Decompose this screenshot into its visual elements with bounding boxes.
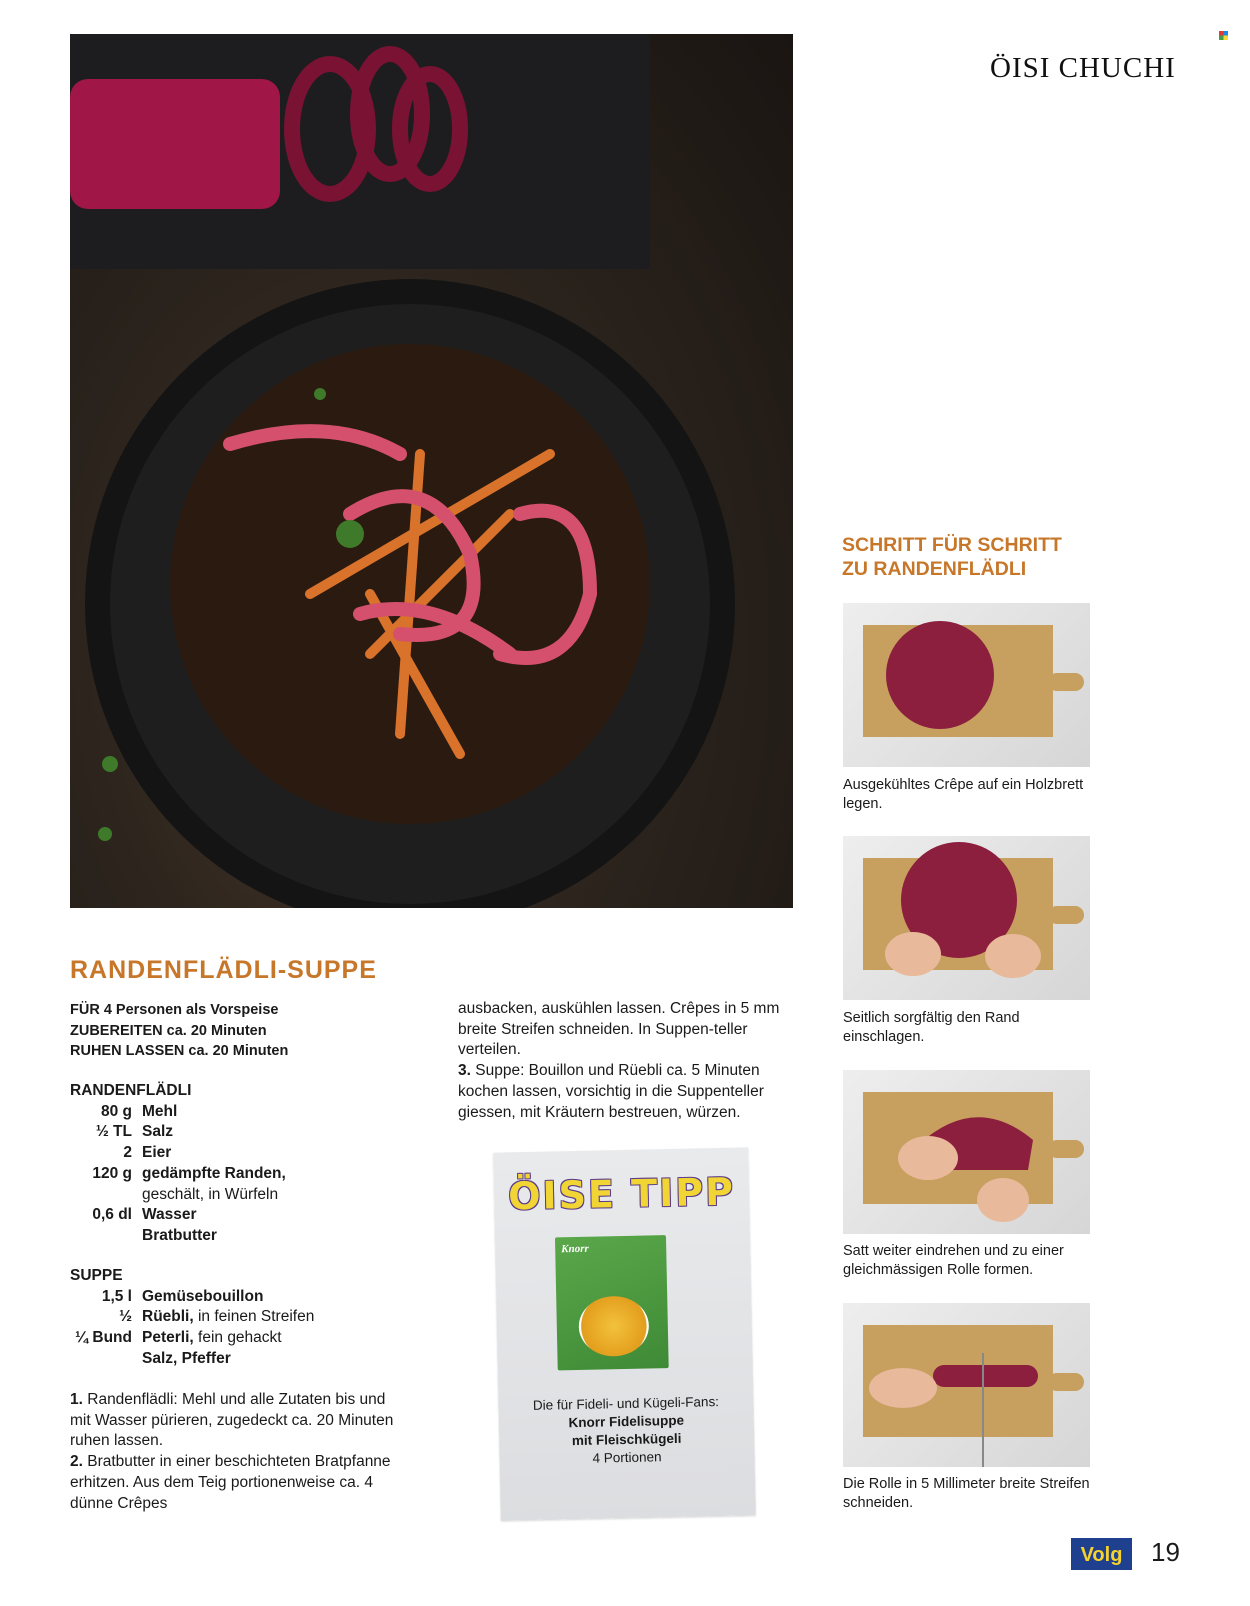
step-photo-4: [843, 1303, 1090, 1467]
soup-bowl-icon: [578, 1295, 649, 1356]
tip-card: [493, 1147, 756, 1520]
volg-logo: [1071, 1538, 1132, 1570]
step-2: 2. Bratbutter in einer beschichteten Bratpfanne erhitzen. Aus dem Teig portionenweise ca. 4 dünne Crêpes: [70, 1453, 391, 1512]
step-2-continued: ausbacken, auskühlen lassen. Crêpes in 5 mm breite Streifen schneiden. In Suppen-teller verteilen.: [458, 1000, 780, 1059]
ingredients-heading: RANDENFLÄDLI: [70, 1082, 192, 1099]
ingredient-row: Bratbutter: [142, 1226, 217, 1244]
ingredient-row: ¼ Bund Peterli, fein gehackt: [75, 1329, 282, 1347]
step-by-step-heading: SCHRITT FÜR SCHRITT ZU RANDENFLÄDLI: [842, 534, 1062, 580]
ingredient-row: ½ Rüebli, in feinen Streifen: [119, 1308, 315, 1326]
hero-soup-photo: [70, 34, 793, 908]
step-1: 1. Randenflädli: Mehl und alle Zutaten bis und mit Wasser pürieren, zugedeckt ca. 20 Minuten ruhen lassen.: [70, 1391, 394, 1450]
step-caption-1: Ausgekühltes Crêpe auf ein Holzbrett legen.: [843, 777, 1084, 812]
step-photo-2: [843, 836, 1090, 1000]
preparation-steps-continued: [458, 999, 798, 1123]
ingredients-randenfladli: [70, 1081, 410, 1247]
product-package-image: [555, 1235, 669, 1370]
ingredients-suppe: [70, 1266, 410, 1370]
tip-text: Die für Fideli- und Kügeli-Fans: Knorr Fidelisuppe mit Fleischkügeli 4 Portionen: [532, 1394, 720, 1466]
step-3: 3. Suppe: Bouillon und Rüebli ca. 5 Minuten kochen lassen, vorsichtig in die Suppenteller giessen, mit Kräutern bestreuen, würzen.: [458, 1062, 764, 1121]
step-photo-1: [843, 603, 1090, 767]
step-caption-4: Die Rolle in 5 Millimeter breite Streifen schneiden.: [843, 1476, 1090, 1511]
tip-title: ÖISE TIPP: [507, 1169, 736, 1219]
step-caption-2: Seitlich sorgfältig den Rand einschlagen.: [843, 1010, 1020, 1045]
product-brand: Knorr: [561, 1242, 589, 1256]
meta-prep-time: ZUBEREITEN ca. 20 Minuten: [70, 1022, 267, 1039]
magazine-section-title: ÖISI CHUCHI: [990, 52, 1176, 84]
step-caption-3: Satt weiter eindrehen und zu einer gleichmässigen Rolle formen.: [843, 1243, 1064, 1278]
ingredients-heading: SUPPE: [70, 1267, 123, 1284]
ingredient-row: 120 g gedämpfte Randen, geschält, in Würfeln: [92, 1164, 286, 1203]
ingredient-row: 0,6 dl Wasser: [92, 1206, 197, 1224]
ingredient-row: 2 Eier: [123, 1144, 172, 1162]
ingredient-row: Salz, Pfeffer: [142, 1349, 231, 1367]
ingredient-row: 80 g Mehl: [100, 1102, 178, 1120]
meta-servings: FÜR 4 Personen als Vorspeise: [70, 1002, 279, 1018]
recipe-title: RANDENFLÄDLI-SUPPE: [70, 956, 377, 984]
ingredient-row: 1,5 l Gemüsebouillon: [101, 1287, 264, 1305]
ingredient-row: ½ TL Salz: [95, 1123, 174, 1141]
color-dots-icon: [1219, 31, 1228, 40]
preparation-steps: [70, 1390, 400, 1514]
step-photo-3: [843, 1070, 1090, 1234]
soup-bowl-illustration: [70, 34, 793, 908]
recipe-meta: [70, 1000, 288, 1062]
meta-rest-time: RUHEN LASSEN ca. 20 Minuten: [70, 1043, 289, 1059]
svg-text:Volg: Volg: [1080, 1544, 1123, 1566]
page-number: 19: [1151, 1537, 1180, 1567]
